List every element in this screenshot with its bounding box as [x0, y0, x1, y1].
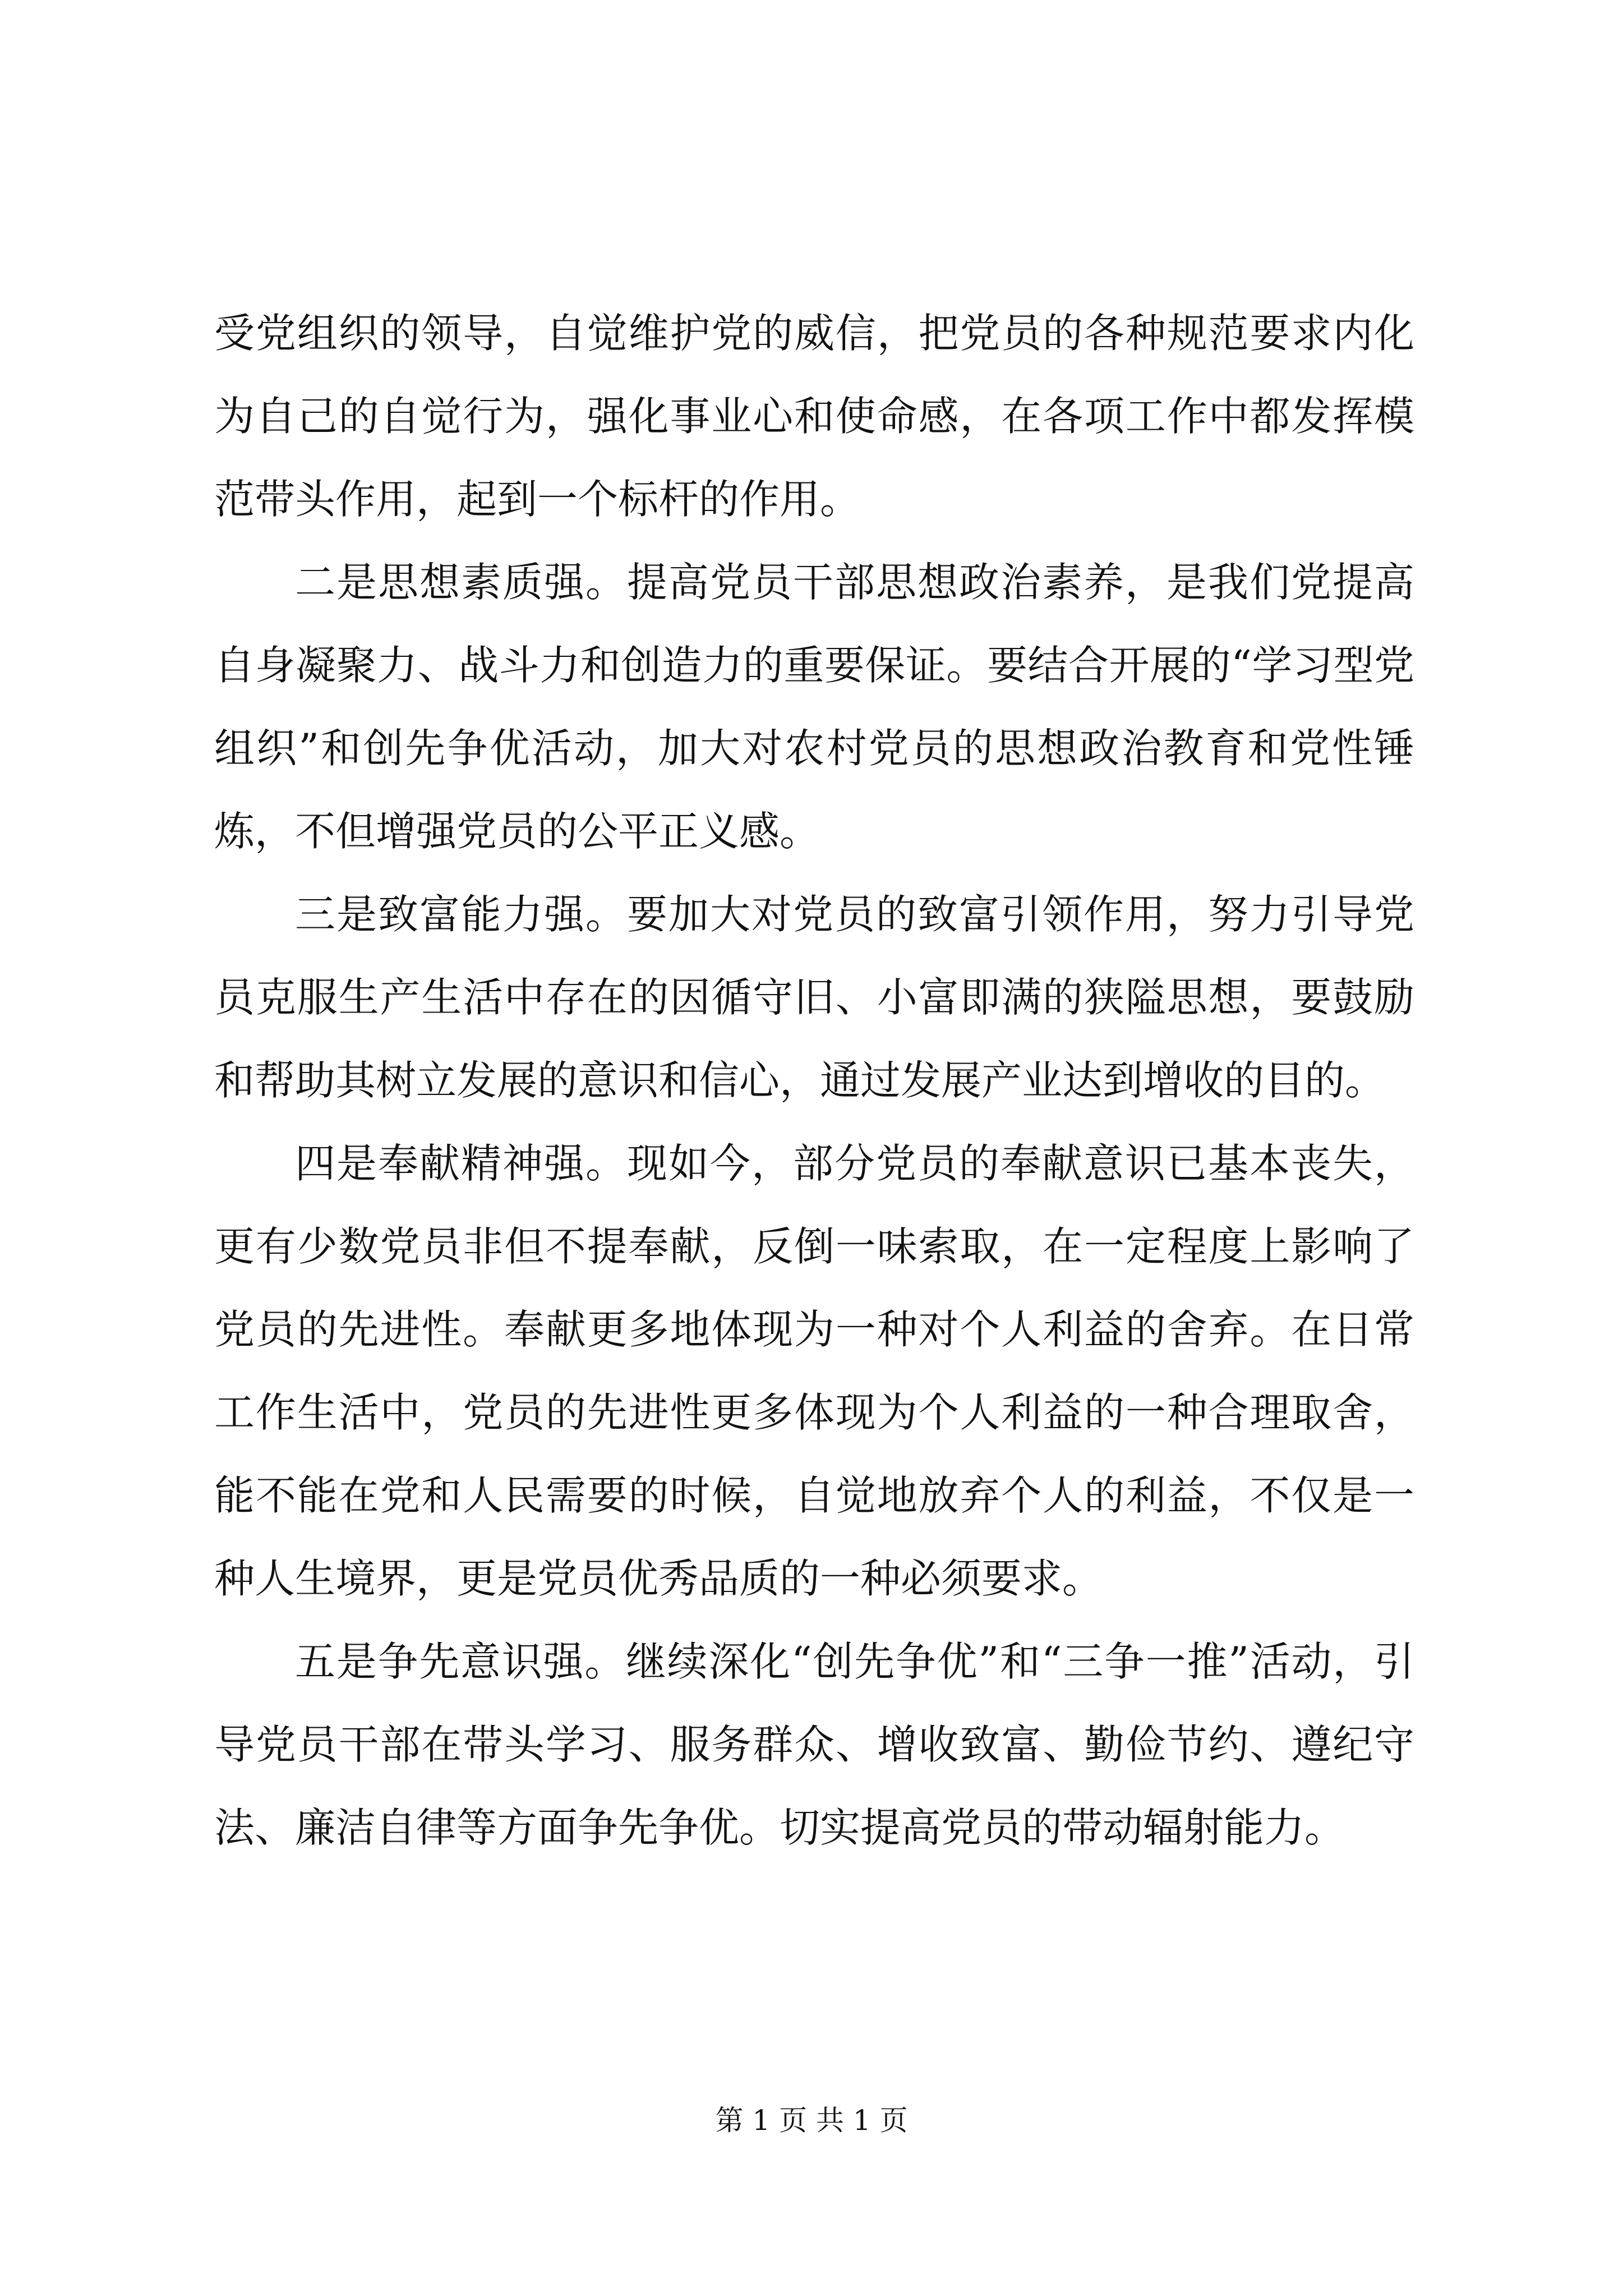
document-body [214, 292, 1414, 1869]
page-footer: 第 1 页 共 1 页 [715, 2104, 908, 2137]
paragraph-four: 四是奉献精神强。现如今，部分党员的奉献意识已基本丧失，更有少数党员非但不提奉献，反倒一味索取，在一定程度上影响了党员的先进性。奉献更多地体现为一种对个人利益的舍弃。在日常工作生活中，党员的先进性更多体现为个人利益的一种合理取舍，能不能在党和人民需要的时候，自觉地放弃个人的利益，不仅是一种人生境界，更是党员优秀品质的一种必须要求。 [214, 1140, 1414, 1602]
paragraph-continuation: 受党组织的领导，自觉维护党的威信，把党员的各种规范要求内化为自己的自觉行为，强化事业心和使命感，在各项工作中都发挥模范带头作用，起到一个标杆的作用。 [214, 310, 1414, 523]
paragraph-five: 五是争先意识强。继续深化“创先争优”和“三争一推”活动，引导党员干部在带头学习、服务群众、增收致富、勤俭节约、遵纪守法、廉洁自律等方面争先争优。切实提高党员的带动辐射能力。 [214, 1638, 1414, 1851]
paragraph-three: 三是致富能力强。要加大对党员的致富引领作用，努力引导党员克服生产生活中存在的因循守旧、小富即满的狭隘思想，要鼓励和帮助其树立发展的意识和信心，通过发展产业达到增收的目的。 [214, 891, 1414, 1104]
paragraph-two: 二是思想素质强。提高党员干部思想政治素养，是我们党提高自身凝聚力、战斗力和创造力的重要保证。要结合开展的“学习型党组织”和创先争优活动，加大对农村党员的思想政治教育和党性锤炼，不但增强党员的公平正义感。 [214, 559, 1414, 855]
